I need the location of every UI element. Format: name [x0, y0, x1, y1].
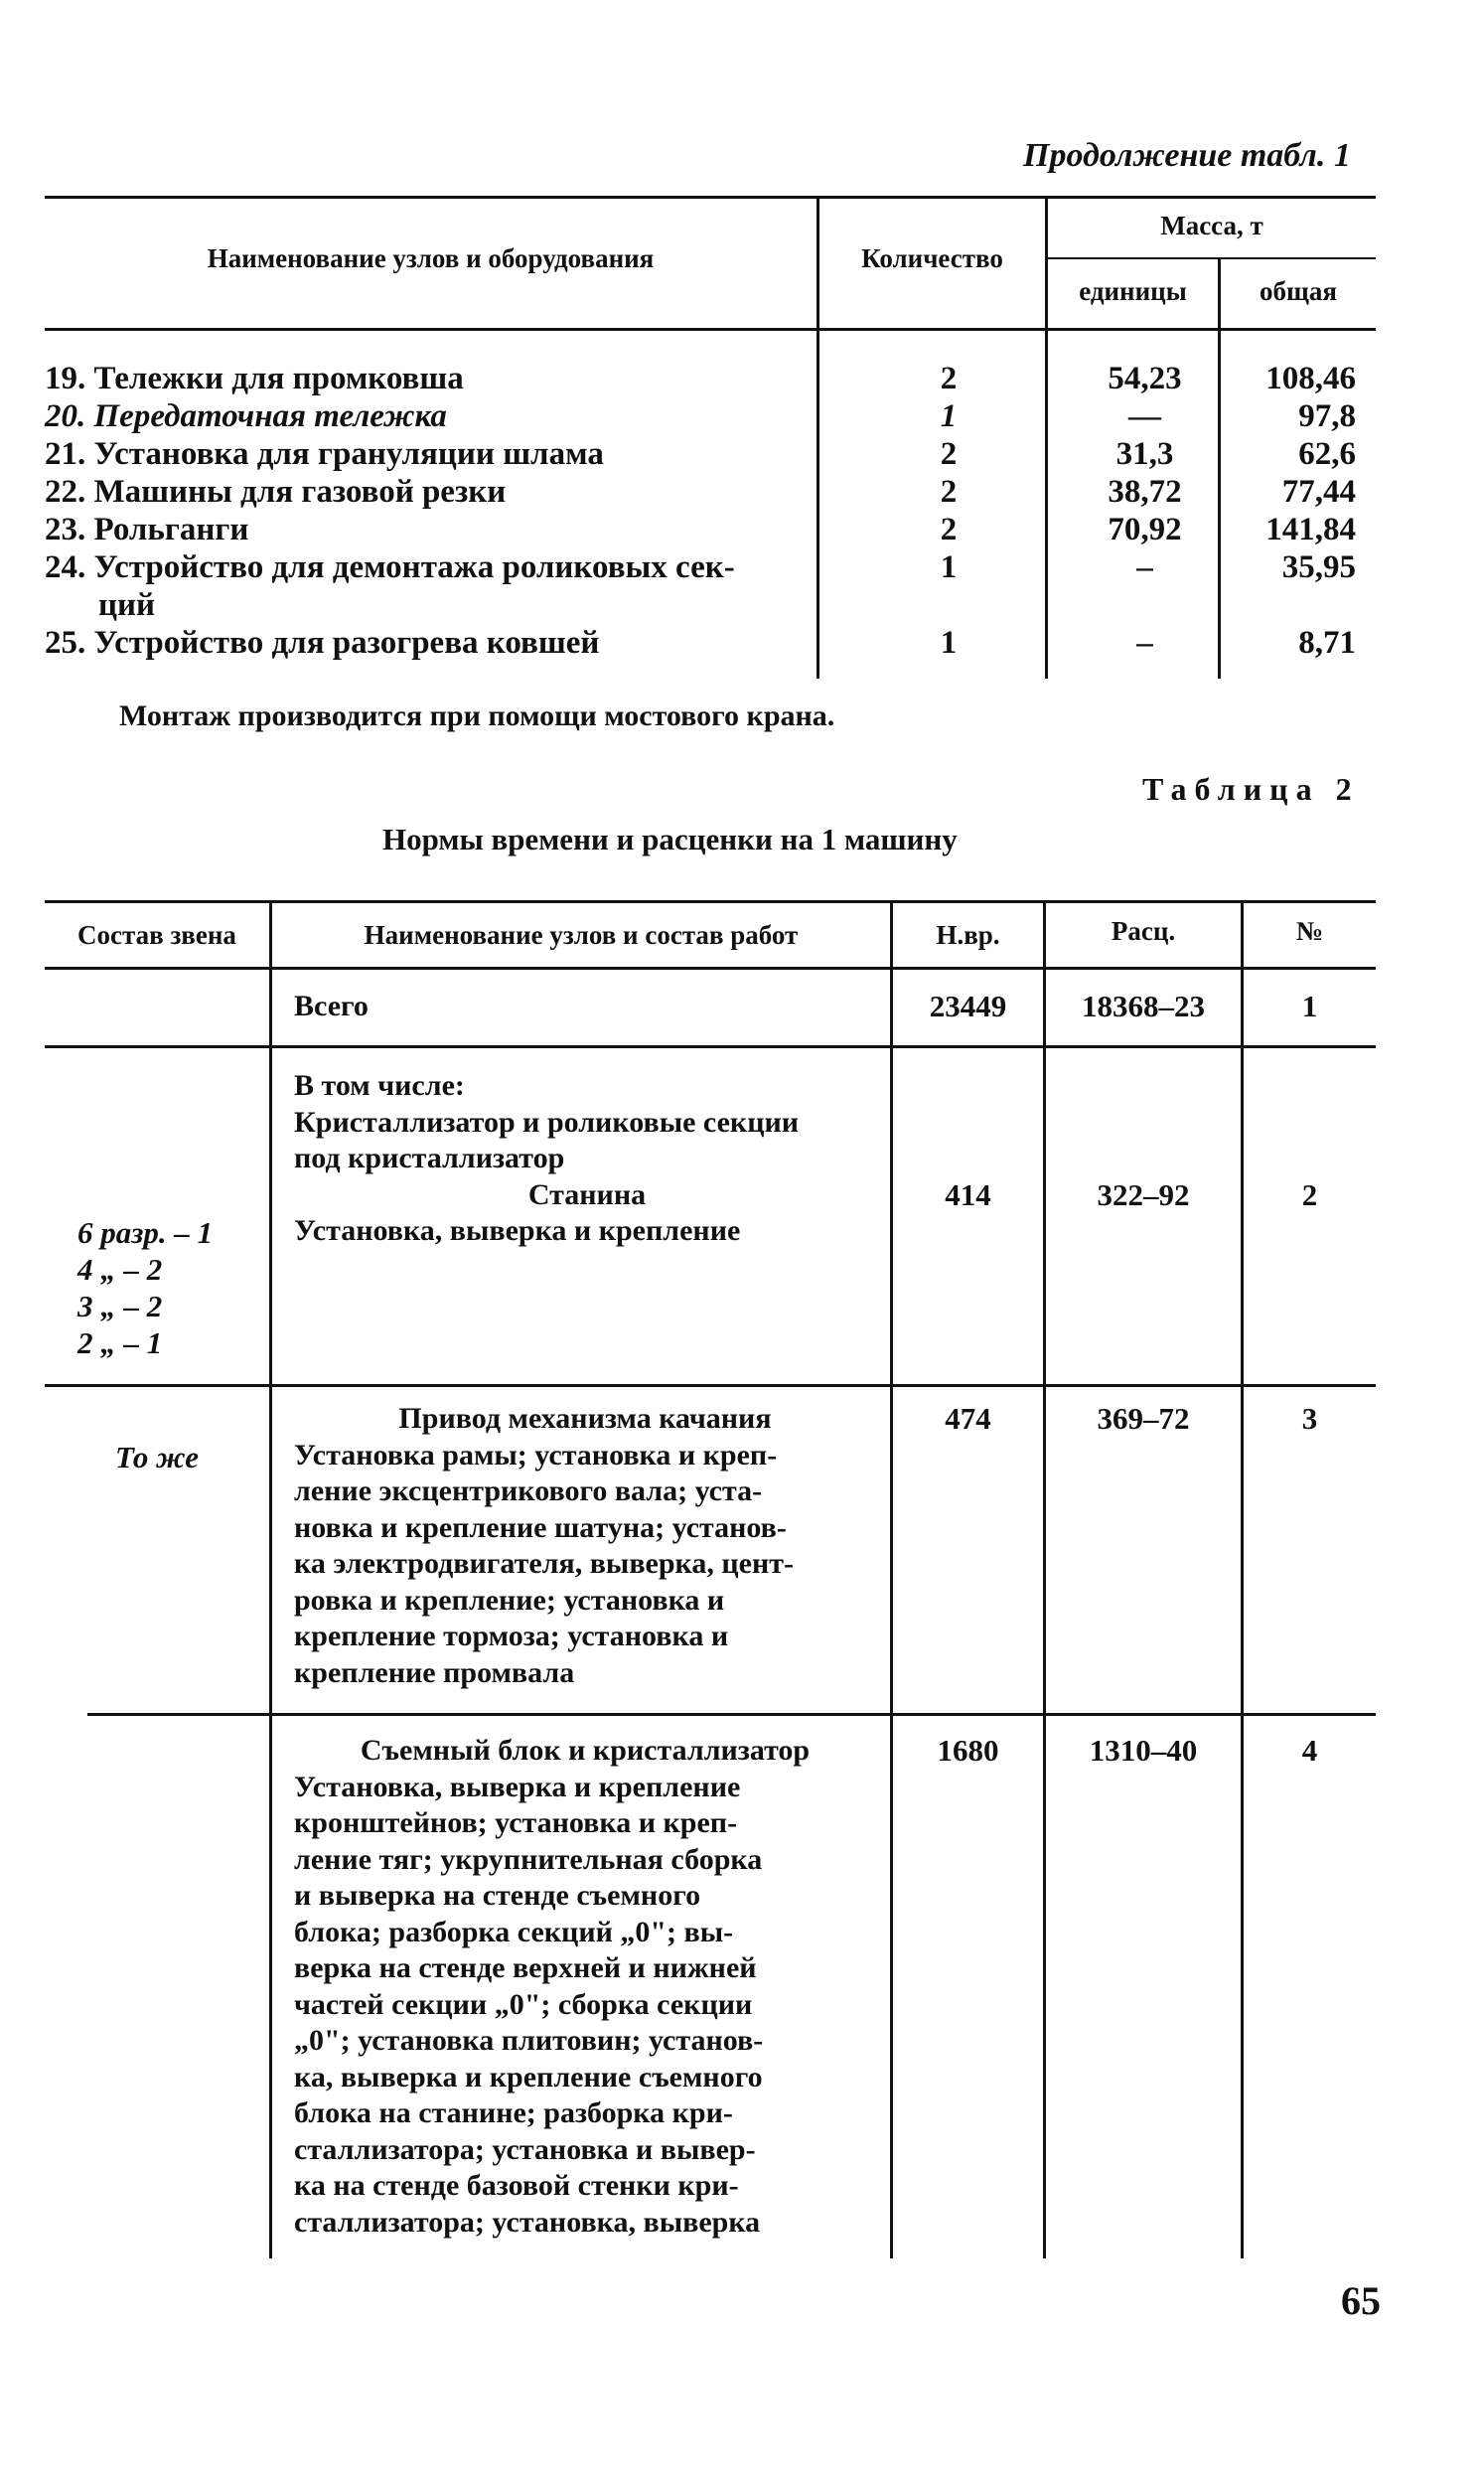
- t1-cell-qty: 2: [940, 436, 958, 472]
- t1-cell-qty: 1: [940, 549, 958, 585]
- t1-header-name: Наименование узлов и оборудования: [207, 243, 655, 273]
- t1-cell-total: 62,6: [1298, 436, 1356, 472]
- t2-row4-line: ка на стенде базовой стенки кри-: [294, 2169, 739, 2202]
- t1-cell-qty: 2: [940, 474, 958, 510]
- t2-row4-line: кронштейнов; установка и креп-: [294, 1806, 738, 1839]
- t1-header-qty: Количество: [861, 243, 1003, 273]
- t2-header-name: Наименование узлов и состав работ: [364, 920, 799, 950]
- t2-row3-line: крепление промвала: [294, 1655, 575, 1689]
- t2-row4-rate: 1310–40: [1089, 1733, 1198, 1768]
- t1-cell-qty: 1: [940, 398, 958, 434]
- t1-top-rule: [45, 196, 1376, 199]
- t1-header-mass: Масса, т: [1160, 211, 1263, 240]
- t1-cell-name: 23. Рольганги: [45, 512, 249, 547]
- table2-label: Таблица 2: [1142, 771, 1360, 807]
- t1-cell-name: 21. Установка для грануляции шлама: [45, 436, 604, 472]
- t2-row2-no: 2: [1301, 1177, 1318, 1212]
- t2-row4-line: сталлизатора; установка и вывер-: [294, 2132, 756, 2166]
- t2-header-rule: [45, 967, 1376, 970]
- t2-row4-subtitle: Съемный блок и кристаллизатор: [360, 1734, 811, 1767]
- t1-cell-total: 77,44: [1281, 474, 1356, 510]
- t2-row4-line: частей секции „0"; сборка секции: [294, 1987, 753, 2021]
- t2-row2-crew: [77, 1214, 213, 1361]
- t2-header-no: №: [1295, 916, 1324, 946]
- t1-cell-name: 25. Устройство для разогрева ковшей: [45, 625, 600, 661]
- t2-row4-no: 4: [1301, 1733, 1318, 1768]
- table-row: [45, 436, 1376, 474]
- table-row: [45, 625, 1376, 663]
- t2-row2-line: Кристаллизатор и роликовые секции: [294, 1105, 800, 1139]
- t2-row4-line: ление тяг; укрупнительная сборка: [294, 1842, 763, 1876]
- table-row: [45, 361, 1376, 398]
- t2-header-crew: Состав звена: [77, 920, 236, 950]
- t2-row1-rule: [45, 1045, 1376, 1048]
- t2-row4-line: верка на стенде верхней и нижней: [294, 1951, 757, 1984]
- t2-row3-no: 3: [1301, 1401, 1318, 1436]
- t1-cell-qty: 2: [940, 512, 958, 547]
- t2-total-rate: 18368–23: [1082, 989, 1205, 1023]
- t2-row4-line: „0"; установка плитовин; установ-: [294, 2024, 764, 2057]
- t2-header-rate: Расц.: [1111, 916, 1176, 946]
- t2-row4-line: блока; разборка секций „0"; вы-: [294, 1915, 734, 1948]
- t2-row3-line: Установка рамы; установка и креп-: [294, 1438, 778, 1472]
- t2-row3-line: новка и крепление шатуна; установ-: [294, 1510, 787, 1544]
- t1-cell-total: 8,71: [1298, 625, 1356, 661]
- crew-line: 3 „ – 2: [77, 1289, 163, 1323]
- t2-row3-text: [294, 1401, 876, 1691]
- t2-row4-line: и выверка на стенде съемного: [294, 1879, 701, 1912]
- t2-row4-text: [294, 1733, 876, 2241]
- t2-row3-rate: 369–72: [1097, 1401, 1190, 1436]
- crew-line: 6 разр. – 1: [77, 1215, 214, 1250]
- table-row: [45, 474, 1376, 512]
- t2-total-time: 23449: [929, 989, 1007, 1023]
- t2-row2-text: [294, 1068, 880, 1250]
- table-row: [45, 549, 1376, 587]
- t1-cell-unit: –: [1136, 625, 1153, 661]
- page-number: 65: [1341, 2278, 1381, 2323]
- t2-row3-time: 474: [945, 1401, 991, 1436]
- table-row: [45, 398, 1376, 436]
- table-row: [45, 512, 1376, 549]
- t2-row2-rule: [45, 1384, 1376, 1387]
- t2-row4-time: 1680: [937, 1733, 999, 1768]
- t1-header-rule: [45, 328, 1376, 331]
- t1-cell-unit: –: [1136, 549, 1153, 585]
- t1-cell-name: ций: [98, 587, 156, 623]
- continuation-caption: Продолжение табл. 1: [1023, 137, 1351, 174]
- t1-cell-total: 141,84: [1265, 512, 1356, 547]
- t2-row4-line: блока на станине; разборка кри-: [294, 2096, 733, 2129]
- t1-cell-unit: 70,92: [1108, 512, 1182, 547]
- t2-row3-crew: То же: [115, 1440, 199, 1474]
- t2-row3-line: крепление тормоза; установка и: [294, 1620, 729, 1652]
- t2-row3-line: ровка и крепление; установка и: [294, 1583, 725, 1617]
- t1-cell-unit: 31,3: [1115, 436, 1174, 472]
- t2-vline-4: [1241, 900, 1244, 2258]
- t2-row3-rule: [87, 1713, 1376, 1716]
- t2-row3-subtitle: Привод механизма качания: [398, 1402, 772, 1435]
- installation-note: Монтаж производится при помощи мостового крана.: [119, 699, 835, 732]
- t2-row4-line: ка, выверка и крепление съемного: [294, 2060, 763, 2093]
- table2-title: Нормы времени и расценки на 1 машину: [382, 822, 958, 856]
- t1-cell-name: 22. Машины для газовой резки: [45, 474, 507, 510]
- t1-cell-qty: 1: [940, 625, 958, 661]
- t2-row2-work: Установка, выверка и крепление: [294, 1214, 741, 1247]
- t2-row4-line: Установка, выверка и крепление: [294, 1770, 741, 1803]
- t1-mass-rule: [1045, 257, 1376, 259]
- t2-vline-3: [1043, 900, 1046, 2258]
- t2-row3-line: ление эксцентрикового вала; уста-: [294, 1474, 763, 1507]
- t1-cell-name: 24. Устройство для демонтажа роликовых сек-: [45, 549, 735, 585]
- t1-header-unit: единицы: [1079, 276, 1187, 306]
- crew-line: 2 „ – 1: [77, 1325, 163, 1360]
- t2-row4-line: сталлизатора; установка, выверка: [294, 2205, 761, 2239]
- t2-vline-1: [269, 900, 272, 2258]
- t2-row2-rate: 322–92: [1097, 1177, 1190, 1212]
- t2-row2-line: В том числе:: [294, 1069, 465, 1102]
- t2-total-no: 1: [1301, 989, 1318, 1023]
- t1-cell-total: 108,46: [1265, 361, 1356, 396]
- t1-cell-total: 35,95: [1281, 549, 1356, 585]
- t2-row2-time: 414: [945, 1177, 991, 1212]
- t1-cell-unit: 38,72: [1108, 474, 1182, 510]
- t1-cell-total: 97,8: [1298, 398, 1356, 434]
- t1-cell-name: 20. Передаточная тележка: [45, 398, 447, 434]
- t2-row3-line: ка электродвигателя, выверка, цент-: [294, 1547, 794, 1580]
- t2-row2-line: под кристаллизатор: [294, 1142, 565, 1174]
- t2-header-time: Н.вр.: [936, 920, 1000, 950]
- t1-header-total: общая: [1260, 276, 1337, 306]
- table-row: [45, 587, 1376, 625]
- t1-cell-qty: 2: [940, 361, 958, 396]
- t1-cell-unit: —: [1128, 398, 1161, 434]
- crew-line: 4 „ – 2: [77, 1252, 163, 1287]
- t2-vline-2: [890, 900, 893, 2258]
- t1-cell-unit: 54,23: [1108, 361, 1182, 396]
- t2-top-rule: [45, 900, 1376, 903]
- t1-cell-name: 19. Тележки для промковша: [45, 361, 464, 396]
- t2-row2-subtitle: Станина: [527, 1177, 647, 1211]
- t2-total-label: Всего: [294, 990, 369, 1022]
